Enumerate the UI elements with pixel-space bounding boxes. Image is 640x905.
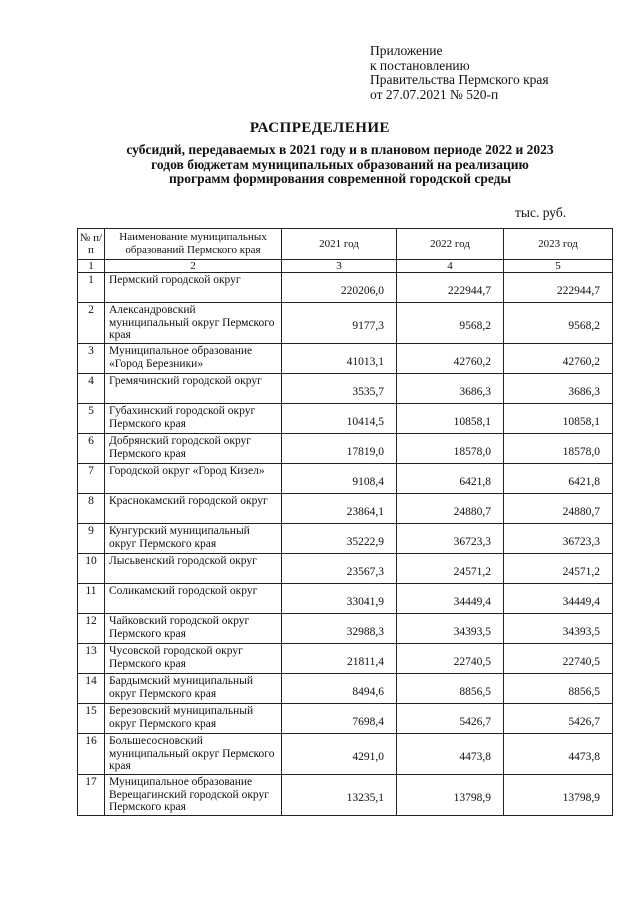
row-number: 11 bbox=[78, 584, 105, 614]
row-value-2023: 3686,3 bbox=[504, 374, 613, 404]
row-value-2021: 13235,1 bbox=[282, 775, 397, 816]
table-row bbox=[78, 404, 613, 434]
row-value-2022: 10858,1 bbox=[397, 404, 504, 434]
row-value-2021: 3535,7 bbox=[282, 374, 397, 404]
row-value-2021: 220206,0 bbox=[282, 273, 397, 303]
row-value-2022: 8856,5 bbox=[397, 674, 504, 704]
row-value-2021: 17819,0 bbox=[282, 434, 397, 464]
row-value-2023: 18578,0 bbox=[504, 434, 613, 464]
appendix-line: Правительства Пермского края bbox=[370, 72, 549, 87]
row-value-2022: 13798,9 bbox=[397, 775, 504, 816]
row-value-2021: 9108,4 bbox=[282, 464, 397, 494]
table-row bbox=[78, 494, 613, 524]
row-value-2022: 22740,5 bbox=[397, 644, 504, 674]
header-2023: 2023 год bbox=[504, 229, 613, 260]
table-row bbox=[78, 374, 613, 404]
row-name: Муниципальное образование «Город Березники» bbox=[105, 344, 282, 374]
row-name: Муниципальное образование Верещагинский городской округ Пермского края bbox=[105, 775, 282, 816]
row-number: 16 bbox=[78, 734, 105, 775]
row-value-2023: 8856,5 bbox=[504, 674, 613, 704]
row-number: 13 bbox=[78, 644, 105, 674]
row-name: Березовский муниципальный округ Пермского края bbox=[105, 704, 282, 734]
row-name: Губахинский городской округ Пермского края bbox=[105, 404, 282, 434]
row-value-2022: 6421,8 bbox=[397, 464, 504, 494]
column-number: 5 bbox=[504, 260, 613, 273]
row-number: 1 bbox=[78, 273, 105, 303]
row-value-2021: 10414,5 bbox=[282, 404, 397, 434]
table-row bbox=[78, 775, 613, 816]
table-row bbox=[78, 584, 613, 614]
table-row bbox=[78, 524, 613, 554]
row-value-2022: 34449,4 bbox=[397, 584, 504, 614]
document-title: РАСПРЕДЕЛЕНИЕ bbox=[249, 120, 391, 136]
row-value-2021: 41013,1 bbox=[282, 344, 397, 374]
row-number: 10 bbox=[78, 554, 105, 584]
row-value-2021: 8494,6 bbox=[282, 674, 397, 704]
row-value-2022: 34393,5 bbox=[397, 614, 504, 644]
appendix-line: к постановлению bbox=[370, 57, 470, 73]
row-value-2023: 34449,4 bbox=[504, 584, 613, 614]
row-value-2021: 35222,9 bbox=[282, 524, 397, 554]
header-2021: 2021 год bbox=[282, 229, 397, 260]
row-value-2023: 4473,8 bbox=[504, 734, 613, 775]
row-value-2022: 18578,0 bbox=[397, 434, 504, 464]
table-row bbox=[78, 644, 613, 674]
row-value-2022: 9568,2 bbox=[397, 303, 504, 344]
units-label: тыс. руб. bbox=[515, 205, 567, 220]
row-value-2023: 5426,7 bbox=[504, 704, 613, 734]
row-value-2023: 9568,2 bbox=[504, 303, 613, 344]
row-name: Пермский городской округ bbox=[105, 273, 282, 303]
row-value-2023: 22740,5 bbox=[504, 644, 613, 674]
row-value-2023: 24880,7 bbox=[504, 494, 613, 524]
row-number: 14 bbox=[78, 674, 105, 704]
row-name: Чусовской городской округ Пермского края bbox=[105, 644, 282, 674]
table-row bbox=[78, 464, 613, 494]
table-body bbox=[78, 273, 613, 816]
row-value-2023: 222944,7 bbox=[504, 273, 613, 303]
row-value-2022: 24571,2 bbox=[397, 554, 504, 584]
table-row bbox=[78, 704, 613, 734]
row-number: 8 bbox=[78, 494, 105, 524]
row-number: 7 bbox=[78, 464, 105, 494]
document-subtitle: субсидий, передаваемых в 2021 году и в плановом периоде 2022 и 2023 годов бюджетам муниципальных образований на реализацию программ формирования современной городской среды bbox=[126, 142, 554, 186]
table-row bbox=[78, 614, 613, 644]
table-row bbox=[78, 674, 613, 704]
appendix-line: Приложение bbox=[370, 43, 443, 58]
row-name: Городской округ «Город Кизел» bbox=[105, 464, 282, 494]
row-value-2023: 34393,5 bbox=[504, 614, 613, 644]
row-number: 15 bbox=[78, 704, 105, 734]
row-value-2021: 9177,3 bbox=[282, 303, 397, 344]
row-name: Краснокамский городской округ bbox=[105, 494, 282, 524]
row-name: Кунгурский муниципальный округ Пермского края bbox=[105, 524, 282, 554]
row-value-2022: 24880,7 bbox=[397, 494, 504, 524]
row-name: Добрянский городской округ Пермского края bbox=[105, 434, 282, 464]
row-value-2022: 5426,7 bbox=[397, 704, 504, 734]
table-row bbox=[78, 344, 613, 374]
row-name: Лысьвенский городской округ bbox=[105, 554, 282, 584]
row-name: Александровский муниципальный округ Пермского края bbox=[105, 303, 282, 344]
table-row bbox=[78, 554, 613, 584]
column-number-row bbox=[78, 260, 613, 273]
row-value-2023: 36723,3 bbox=[504, 524, 613, 554]
row-value-2023: 24571,2 bbox=[504, 554, 613, 584]
row-number: 2 bbox=[78, 303, 105, 344]
column-number: 4 bbox=[397, 260, 504, 273]
row-value-2023: 42760,2 bbox=[504, 344, 613, 374]
row-number: 5 bbox=[78, 404, 105, 434]
row-value-2021: 4291,0 bbox=[282, 734, 397, 775]
appendix-line: от 27.07.2021 № 520-п bbox=[370, 86, 499, 102]
row-name: Бардымский муниципальный округ Пермского края bbox=[105, 674, 282, 704]
header-name: Наименование муниципальных образований Пермского края bbox=[105, 229, 282, 260]
row-value-2023: 13798,9 bbox=[504, 775, 613, 816]
row-value-2023: 10858,1 bbox=[504, 404, 613, 434]
row-name: Чайковский городской округ Пермского края bbox=[105, 614, 282, 644]
row-value-2021: 33041,9 bbox=[282, 584, 397, 614]
column-number: 1 bbox=[78, 260, 105, 273]
row-value-2022: 222944,7 bbox=[397, 273, 504, 303]
table-row bbox=[78, 434, 613, 464]
column-number: 2 bbox=[105, 260, 282, 273]
row-name: Соликамский городской округ bbox=[105, 584, 282, 614]
row-number: 3 bbox=[78, 344, 105, 374]
column-number: 3 bbox=[282, 260, 397, 273]
row-value-2021: 21811,4 bbox=[282, 644, 397, 674]
row-value-2021: 23864,1 bbox=[282, 494, 397, 524]
row-number: 9 bbox=[78, 524, 105, 554]
row-number: 17 bbox=[78, 775, 105, 816]
row-value-2022: 3686,3 bbox=[397, 374, 504, 404]
row-value-2023: 6421,8 bbox=[504, 464, 613, 494]
header-2022: 2022 год bbox=[397, 229, 504, 260]
row-name: Гремячинский городской округ bbox=[105, 374, 282, 404]
appendix-block bbox=[370, 44, 549, 102]
row-number: 12 bbox=[78, 614, 105, 644]
row-value-2021: 7698,4 bbox=[282, 704, 397, 734]
row-value-2021: 32988,3 bbox=[282, 614, 397, 644]
row-value-2022: 36723,3 bbox=[397, 524, 504, 554]
row-value-2022: 4473,8 bbox=[397, 734, 504, 775]
row-number: 4 bbox=[78, 374, 105, 404]
table-row bbox=[78, 273, 613, 303]
row-value-2021: 23567,3 bbox=[282, 554, 397, 584]
row-number: 6 bbox=[78, 434, 105, 464]
table-row bbox=[78, 734, 613, 775]
row-name: Большесосновский муниципальный округ Пермского края bbox=[105, 734, 282, 775]
table-row bbox=[78, 303, 613, 344]
row-value-2022: 42760,2 bbox=[397, 344, 504, 374]
distribution-table bbox=[77, 228, 613, 816]
table-header-row bbox=[78, 229, 613, 260]
header-num: № п/п bbox=[78, 229, 105, 260]
